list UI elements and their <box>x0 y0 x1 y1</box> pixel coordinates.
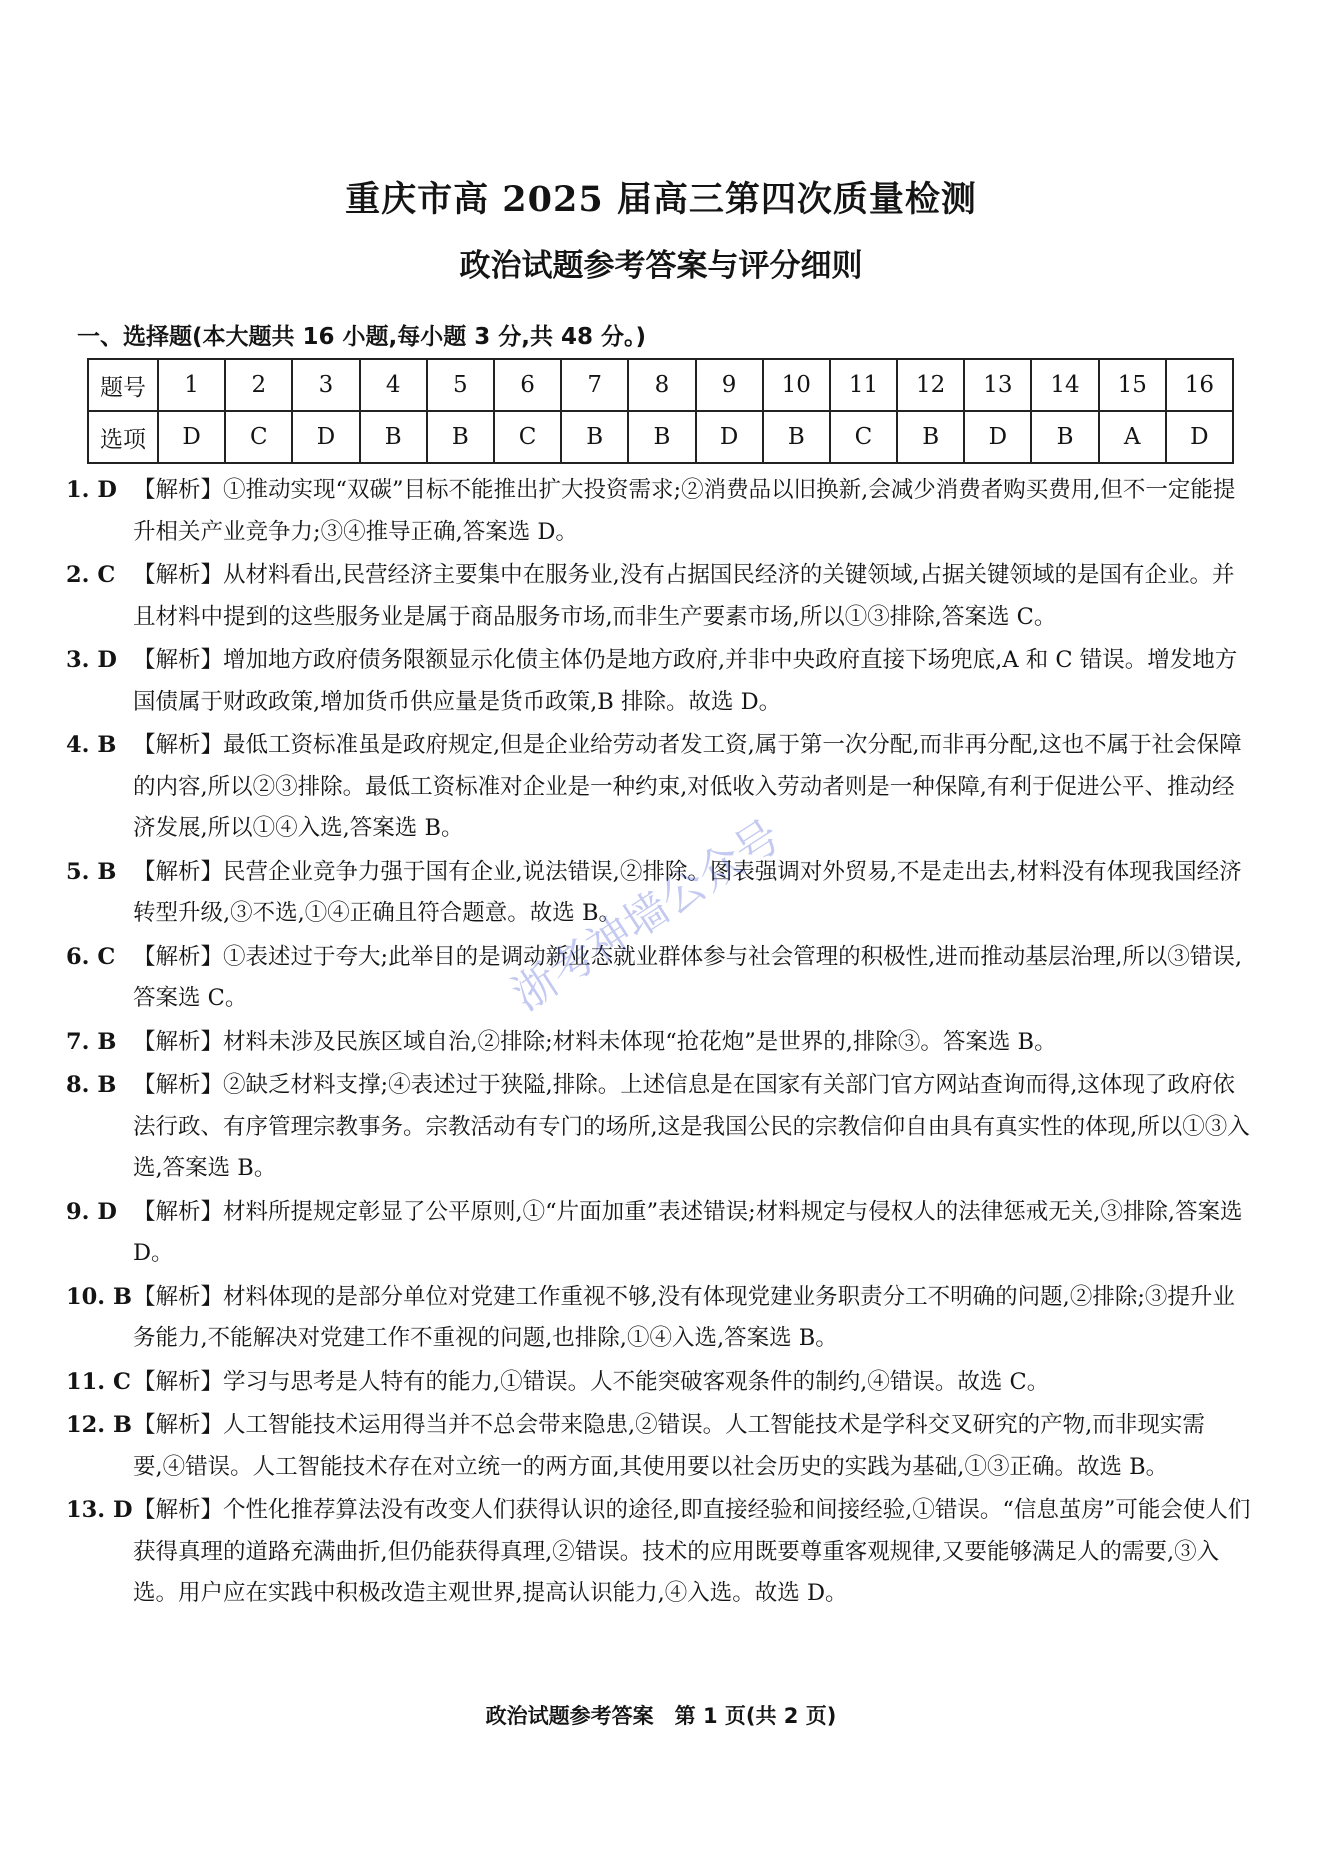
explanation-item <box>66 1405 1251 1488</box>
answer-option-row <box>88 411 1233 463</box>
table-cell: D <box>1166 411 1233 463</box>
question-answer-label: 9. D <box>66 1198 117 1225</box>
analysis-tag: 【解析】 <box>133 1283 224 1310</box>
question-answer-label: 2. C <box>66 562 116 588</box>
page-footer: 政治试题参考答案 第 1 页(共 2 页) <box>485 1704 837 1728</box>
table-cell: A <box>1099 411 1166 463</box>
explanation-text: ①推动实现“双碳”目标不能推出扩大投资需求;②消费品以旧换新,会减少消费者购买费用,但不一定能提升相关产业竞争力;③④推导正确,答案选 D。 <box>133 477 1236 545</box>
table-cell: D <box>158 411 225 463</box>
row-label-option: 选项 <box>88 411 158 463</box>
table-cell: 10 <box>763 359 830 411</box>
explanation-item <box>66 852 1251 935</box>
explanation-text: 材料体现的是部分单位对党建工作重视不够,没有体现党建业务职责分工不明确的问题,②排除;③提升业务能力,不能解决对党建工作不重视的问题,也排除,①④入选,答案选 B。 <box>133 1283 1235 1351</box>
page-title: 重庆市高 2025 届高三第四次质量检测 <box>345 179 977 220</box>
question-number-row <box>88 359 1233 411</box>
table-cell: D <box>696 411 763 463</box>
table-cell: 12 <box>897 359 964 411</box>
table-cell: 15 <box>1099 359 1166 411</box>
table-cell: C <box>494 411 561 463</box>
explanation-text: ①表述过于夸大;此举目的是调动新业态就业群体参与社会管理的积极性,进而推动基层治理,所以③错误,答案选 C。 <box>133 943 1243 1011</box>
analysis-tag: 【解析】 <box>133 732 224 758</box>
analysis-tag: 【解析】 <box>133 647 224 673</box>
table-cell: 7 <box>561 359 628 411</box>
explanation-text: 民营企业竞争力强于国有企业,说法错误,②排除。图表强调对外贸易,不是走出去,材料没有体现我国经济转型升级,③不选,①④正确且符合题意。故选 B。 <box>133 858 1242 926</box>
explanation-item <box>66 640 1251 723</box>
page-subtitle: 政治试题参考答案与评分细则 <box>459 248 863 284</box>
table-cell: D <box>292 411 359 463</box>
question-answer-label: 12. B <box>66 1412 132 1438</box>
table-cell: B <box>628 411 695 463</box>
explanation-text: 个性化推荐算法没有改变人们获得认识的途径,即直接经验和间接经验,①错误。“信息茧房”可能会使人们获得真理的道路充满曲折,但仍能获得真理,②错误。技术的应用既要尊重客观规律,又要能够满足人的需要,③入选。用户应在实践中积极改造主观世界,提高认识能力,④入选。故选 D。 <box>133 1497 1251 1606</box>
table-cell: 1 <box>158 359 225 411</box>
explanation-item <box>66 1022 1251 1064</box>
analysis-tag: 【解析】 <box>133 1497 224 1523</box>
explanation-item <box>66 470 1251 553</box>
analysis-tag: 【解析】 <box>133 1072 224 1098</box>
row-label-number: 题号 <box>88 359 158 411</box>
analysis-tag: 【解析】 <box>133 1368 224 1395</box>
table-cell: B <box>763 411 830 463</box>
table-cell: C <box>225 411 292 463</box>
table-cell: B <box>1031 411 1098 463</box>
explanation-item <box>66 725 1251 850</box>
explanation-item <box>66 1065 1251 1190</box>
analysis-tag: 【解析】 <box>133 1028 224 1055</box>
question-answer-label: 8. B <box>66 1072 117 1098</box>
analysis-tag: 【解析】 <box>133 943 224 970</box>
question-answer-label: 3. D <box>66 647 117 673</box>
question-answer-label: 4. B <box>66 732 117 758</box>
explanation-text: 增加地方政府债务限额显示化债主体仍是地方政府,并非中央政府直接下场兜底,A 和 C 错误。增发地方国债属于财政政策,增加货币供应量是货币政策,B 排除。故选 D。 <box>133 647 1238 715</box>
explanation-item <box>66 937 1251 1020</box>
table-cell: 13 <box>964 359 1031 411</box>
table-cell: B <box>897 411 964 463</box>
explanation-text: 材料所提规定彰显了公平原则,①“片面加重”表述错误;材料规定与侵权人的法律惩戒无关,③排除,答案选 D。 <box>133 1198 1243 1266</box>
question-answer-label: 11. C <box>66 1368 131 1395</box>
table-cell: 9 <box>696 359 763 411</box>
analysis-tag: 【解析】 <box>133 477 224 503</box>
table-cell: B <box>561 411 628 463</box>
table-cell: 4 <box>360 359 427 411</box>
question-answer-label: 7. B <box>66 1028 117 1055</box>
explanation-item <box>66 1362 1251 1404</box>
question-answer-label: 1. D <box>66 477 117 503</box>
table-cell: 6 <box>494 359 561 411</box>
explanation-text: 学习与思考是人特有的能力,①错误。人不能突破客观条件的制约,④错误。故选 C。 <box>223 1368 1050 1395</box>
question-answer-label: 13. D <box>66 1497 133 1523</box>
question-answer-label: 6. C <box>66 943 116 970</box>
explanation-text: 人工智能技术运用得当并不总会带来隐患,②错误。人工智能技术是学科交叉研究的产物,而非现实需要,④错误。人工智能技术存在对立统一的两方面,其使用要以社会历史的实践为基础,①③正确。故选 B。 <box>133 1412 1205 1480</box>
explanation-list <box>66 470 1251 1617</box>
explanation-text: 从材料看出,民营经济主要集中在服务业,没有占据国民经济的关键领域,占据关键领域的是国有企业。并且材料中提到的这些服务业是属于商品服务市场,而非生产要素市场,所以①③排除,答案选 C。 <box>133 562 1235 630</box>
explanation-text: ②缺乏材料支撑;④表述过于狭隘,排除。上述信息是在国家有关部门官方网站查询而得,这体现了政府依法行政、有序管理宗教事务。宗教活动有专门的场所,这是我国公民的宗教信仰自由具有真实性的体现,所以①③入选,答案选 B。 <box>133 1072 1250 1181</box>
table-cell: 11 <box>830 359 897 411</box>
explanation-text: 材料未涉及民族区域自治,②排除;材料未体现“抢花炮”是世界的,排除③。答案选 B。 <box>223 1028 1057 1055</box>
table-cell: 8 <box>628 359 695 411</box>
explanation-item <box>66 1490 1251 1615</box>
table-cell: 16 <box>1166 359 1233 411</box>
question-answer-label: 10. B <box>66 1283 132 1310</box>
question-answer-label: 5. B <box>66 858 117 885</box>
answer-table <box>87 358 1234 464</box>
table-cell: 5 <box>427 359 494 411</box>
table-cell: B <box>360 411 427 463</box>
table-cell: B <box>427 411 494 463</box>
explanation-item <box>66 1192 1251 1275</box>
watermark: 浙考神墙公众号 <box>503 810 790 1022</box>
analysis-tag: 【解析】 <box>133 858 224 885</box>
section-heading: 一、选择题(本大题共 16 小题,每小题 3 分,共 48 分。) <box>77 324 647 350</box>
table-cell: 2 <box>225 359 292 411</box>
table-cell: D <box>964 411 1031 463</box>
analysis-tag: 【解析】 <box>133 562 224 588</box>
explanation-text: 最低工资标准虽是政府规定,但是企业给劳动者发工资,属于第一次分配,而非再分配,这也不属于社会保障的内容,所以②③排除。最低工资标准对企业是一种约束,对低收入劳动者则是一种保障,有利于促进公平、推动经济发展,所以①④入选,答案选 B。 <box>133 732 1242 841</box>
table-cell: 14 <box>1031 359 1098 411</box>
explanation-item <box>66 555 1251 638</box>
explanation-item <box>66 1277 1251 1360</box>
analysis-tag: 【解析】 <box>133 1198 224 1225</box>
table-cell: C <box>830 411 897 463</box>
table-cell: 3 <box>292 359 359 411</box>
analysis-tag: 【解析】 <box>133 1412 224 1438</box>
